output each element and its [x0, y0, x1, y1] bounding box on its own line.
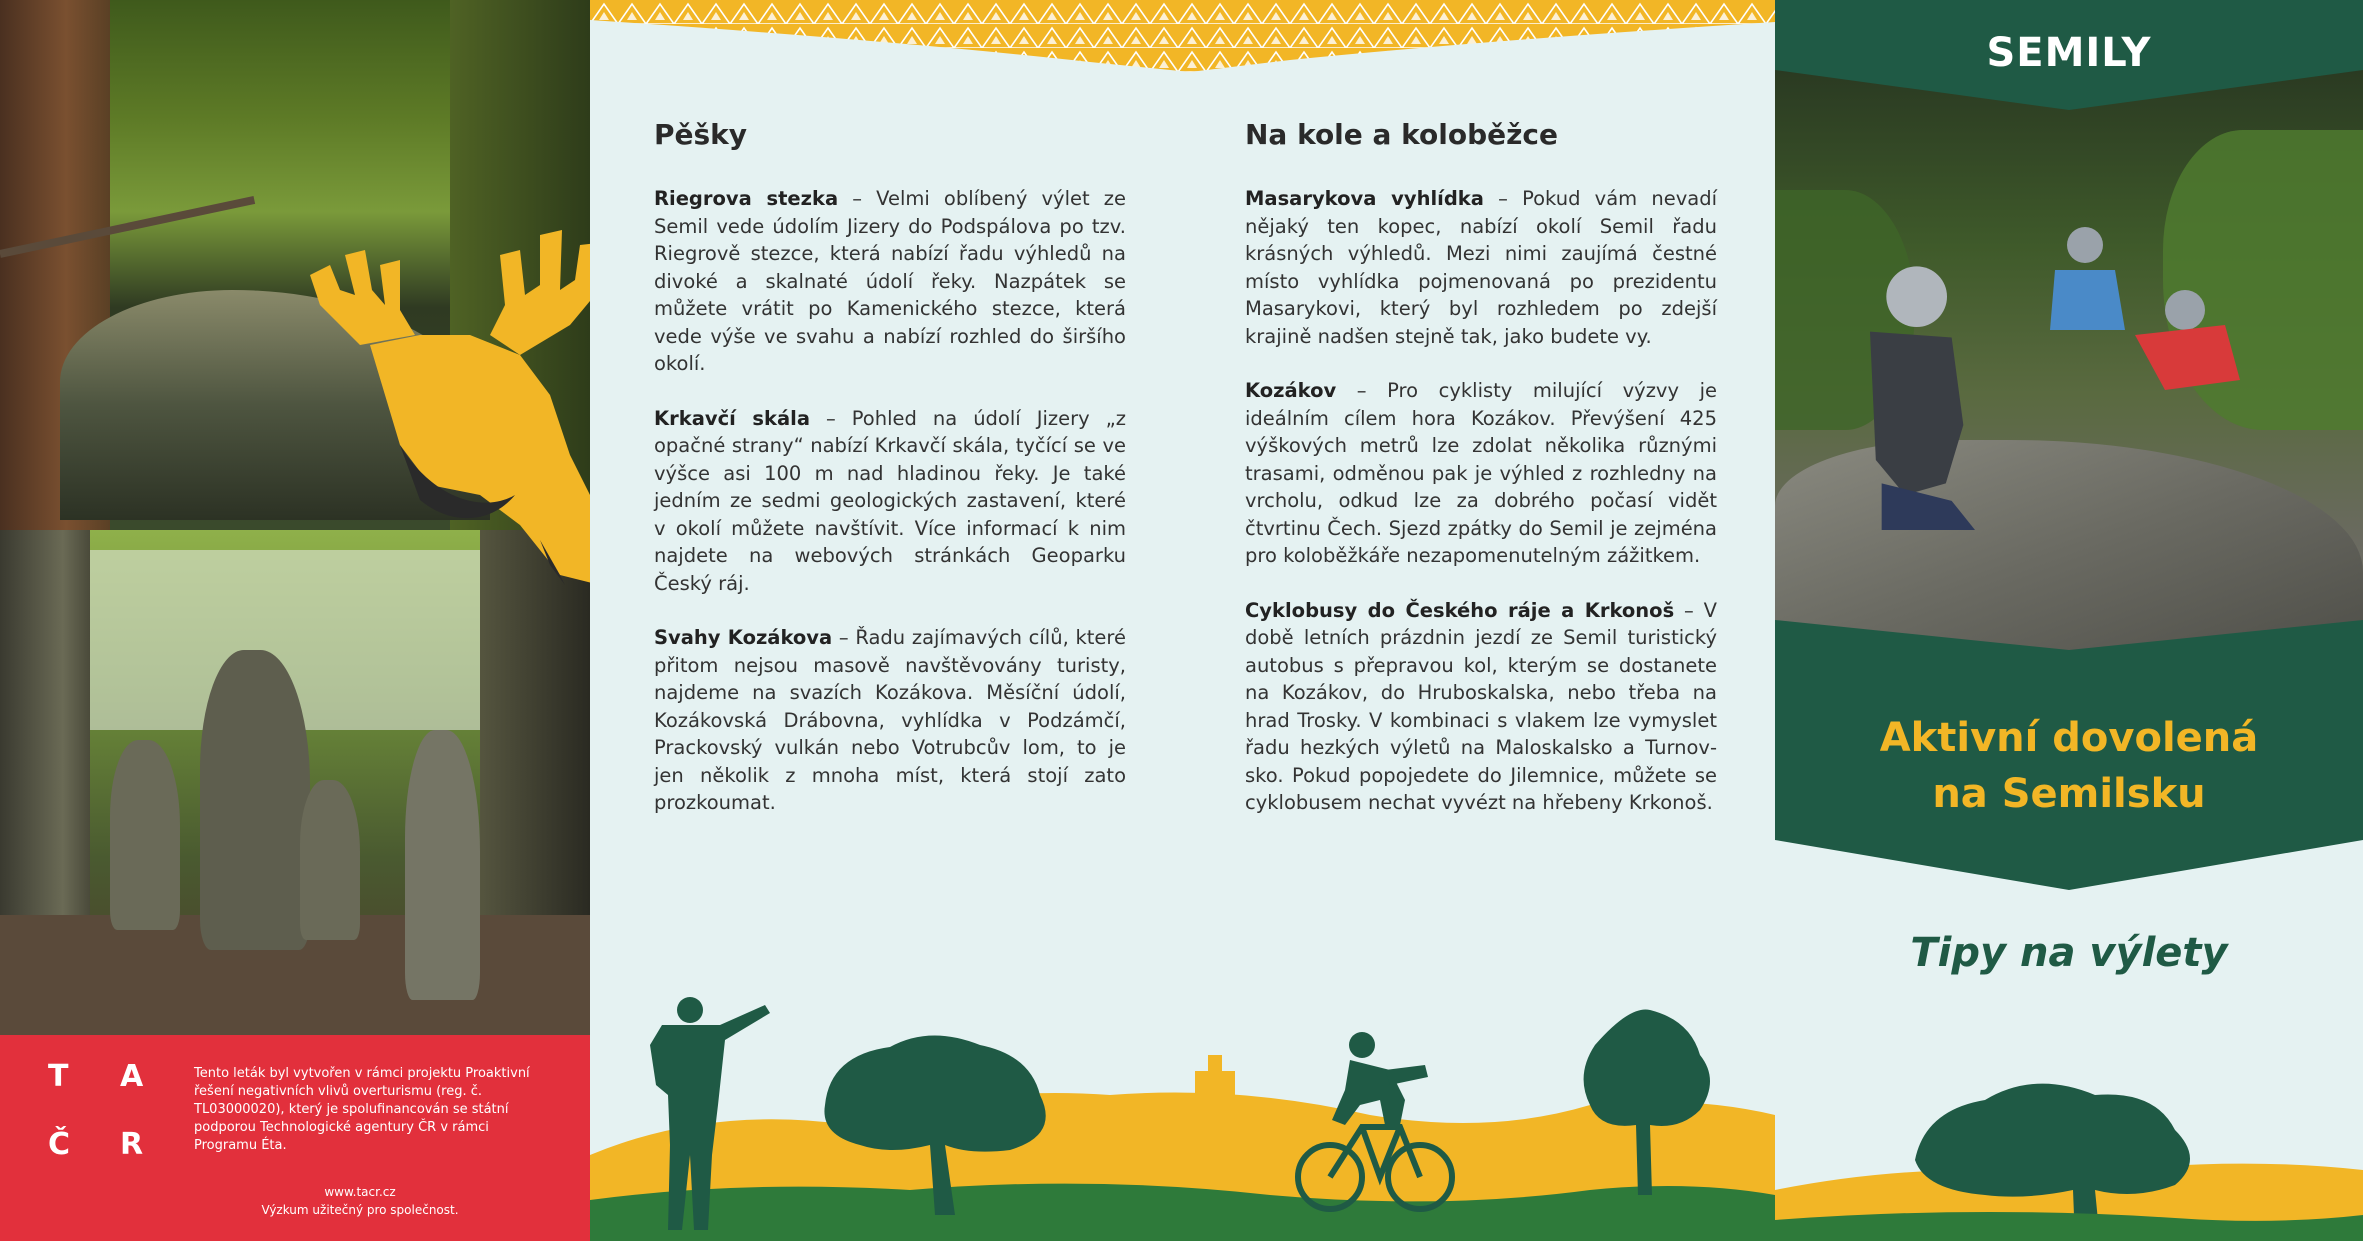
deer-icon	[300, 195, 590, 585]
entry-text: – Řadu zajímavých cílů, které přitom nejsou masově navštěvovány turisty, najdeme na svazích Kozákova. Měsíční údolí, Kozákovská Drábovna, vyhlídka v Podzámčí, Prackovský vulkán nebo Votrubcův lom, to je jen několik z mnoha míst, která stojí zato prozkoumat.	[654, 626, 1126, 814]
photo-rock	[110, 740, 180, 930]
tacr-letter-c: Č	[48, 1127, 71, 1162]
photo-rock	[300, 780, 360, 940]
entry-title: Kozákov	[1245, 379, 1337, 402]
landscape-silhouette	[590, 985, 1775, 1241]
climber-figure	[1835, 250, 1975, 530]
walking-column	[654, 118, 1126, 844]
cover-title-line-2: na Semilsku	[1932, 771, 2206, 817]
tacr-project-text: Tento leták byl vytvořen v rámci projektu Proaktivní řešení negativních vlivů overturismu (reg. č. TL03000020), který je spolufinancován se státní podporou Technologické agentury ČR v rámci Programu Éta.	[194, 1066, 530, 1153]
cover-title-line-1: Aktivní dovolená	[1879, 715, 2259, 761]
entry-text: – Pohled na údolí Jizery „z opačné strany“ nabízí Krkavčí skála, tyčící se ve výšce asi 100 m nad hladinou řeky. Je také jedním ze sedmi geologických zastavení, které v okolí můžete navštívit. Více informací k nim najdete na webových stránkách Geoparku Český ráj.	[654, 406, 1126, 595]
cover-subtitle: Tipy na výlety	[1910, 930, 2228, 976]
entry-svahy-kozakova	[654, 624, 1126, 817]
entry-title: Cyklobusy do Českého ráje a Krkonoš	[1245, 598, 1675, 622]
entry-cyklobusy	[1245, 597, 1717, 817]
photo-rock-formations	[0, 530, 590, 1035]
entry-text: – V době letních prázdnin jezdí ze Semil turistický autobus s přepravou kol, kterým se dostanete na Kozákov, do Hruboskalska, nebo třeba na hrad Trosky. V kombinaci s vlakem lze vymyslet řadu hezkých výletů na Maloskalsko a Turnovsko. Pokud popojedete do Jilemnice, můžete se cyklobusem nechat vyvézt na hřebeny Krkonoš.	[1245, 598, 1717, 814]
walking-heading: Pěšky	[654, 118, 748, 151]
tower-silhouette-icon	[1195, 1055, 1235, 1101]
entry-text: – Velmi oblíbený výlet ze Semil vede údolím Jizery do Podspálova po tzv. Riegrově stezce, která nabízí řadu výhledů na divoké a skalnaté údolí řeky. Nazpátek se můžete vrátit po Kamenického stezce, která vede výše ve svahu a nabízí rozhled do širšího okolí.	[654, 187, 1126, 375]
entry-title: Krkavčí skála	[654, 406, 810, 430]
entry-krkavci-skala	[654, 405, 1126, 598]
tacr-slogan: Výzkum užitečný pro společnost.	[261, 1203, 459, 1217]
tacr-letter-t: T	[48, 1059, 69, 1094]
pattern-strip	[590, 0, 1775, 72]
tacr-letter-r: R	[120, 1127, 144, 1162]
entry-title: Riegrova stezka	[654, 187, 839, 210]
text-panels	[590, 0, 1775, 1241]
photo-climbers	[1775, 70, 2363, 660]
tacr-info-box	[0, 1035, 590, 1241]
landscape-silhouette	[1775, 1040, 2363, 1241]
cycling-column	[1245, 118, 1717, 844]
entry-masarykova-vyhlidka	[1245, 185, 1717, 350]
photo-rock	[200, 650, 310, 950]
cover-title	[1775, 710, 2363, 822]
photo-rock	[405, 730, 480, 1000]
entry-kozakov	[1245, 377, 1717, 570]
cycling-heading: Na kole a koloběžce	[1245, 118, 1559, 151]
entry-title: Masarykova vyhlídka	[1245, 187, 1484, 210]
entry-text: – Pro cyklisty milující výzvy je ideálním cílem hora Kozákov. Převýšení 425 výškových metrů lze zdolat několika různými trasami, odměnou pak je výhled z rozhledny na vrcholu, odkud lze za dobrého počasí vidět čtvrtinu Čech. Sjezd zpátky do Semil je zejména pro koloběžkáře nezapomenutelným zážitkem.	[1245, 379, 1717, 567]
entry-title: Svahy Kozákova	[654, 626, 833, 649]
photo-panel	[0, 0, 590, 1241]
semily-logo: SEMILY	[1986, 30, 2152, 76]
tacr-footer	[240, 1183, 480, 1219]
entry-text: – Pokud vám nevadí nějaký ten kopec, nabízí okolí Semil řadu krásných výhledů. Mezi nimi zaujímá čestné místo vyhlídka pojmenovaná po prezidentu Masarykovi, který byl rozhledem po zdejší krajině nadšen stejně tak, jako budete vy.	[1245, 187, 1718, 348]
tacr-url[interactable]: www.tacr.cz	[324, 1185, 396, 1199]
climber-figure	[2105, 280, 2245, 400]
entry-riegrova-stezka	[654, 185, 1126, 378]
cover-panel	[1775, 0, 2363, 1241]
tacr-letter-a: A	[120, 1059, 144, 1094]
